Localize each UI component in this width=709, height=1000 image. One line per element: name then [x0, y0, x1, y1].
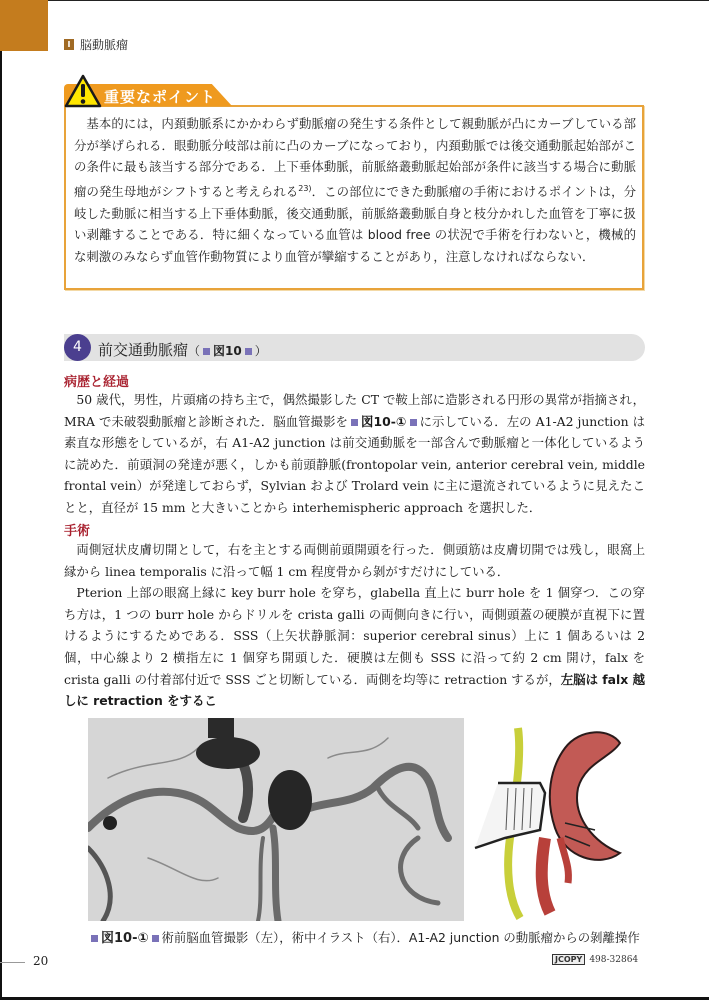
- book-code: 498-32864: [589, 954, 639, 965]
- important-point-title: 重要なポイント: [104, 88, 217, 106]
- surgery-paragraphs: [64, 539, 645, 712]
- page-top-edge: [48, 0, 709, 1]
- section-number-badge: 4: [64, 334, 91, 361]
- chapter-mark: I: [64, 39, 74, 50]
- jcopy-badge: JCOPY: [552, 954, 585, 965]
- page-left-edge: [0, 0, 2, 1000]
- running-head: [64, 36, 128, 53]
- section-title: [98, 339, 267, 360]
- square-bullet-icon: [203, 348, 210, 355]
- square-bullet-icon: [91, 935, 98, 942]
- running-head-title: 脳動脈瘤: [80, 38, 129, 52]
- caption-figure-ref: 図10-①: [101, 931, 149, 946]
- square-bullet-icon: [245, 348, 252, 355]
- history-text-b: に示している．左の A1-A2 junction は素直な形態をしているが，右 A1-A2 junction は前交通動脈を一部含んで動脈瘤と一体化しているように読めた．前頭洞の発達が悪く，しかも前頭静脈(frontopolar vein, anterior cerebral vein, middle frontal vein）が発達しておらず，Sylvian および Trolard vein に主に還流されているように見えたことと，直径が 15 mm と大きいことから interhemispheric approach を選択した．: [64, 413, 645, 515]
- square-bullet-icon: [351, 419, 358, 426]
- ref-open-paren: （: [188, 344, 201, 358]
- citation-ref: 23): [298, 183, 312, 193]
- subheading-history: 病歴と経過: [64, 375, 130, 390]
- square-bullet-icon: [152, 935, 159, 942]
- point-text-part2: ．この部位にできた動脈瘤の手術におけるポイントは，分岐した動脈に相当する上下垂体動脈，後交通動脈，前脈絡叢動脈自身と枝分かれした血管を丁寧に扱い剥離することである．特に細くなっている血管は blood free の状況で手術を行わないと，機械的な刺激のみならず血管作動物質により血管が攣縮することがあり，注意しなければならない．: [74, 183, 636, 264]
- surgery-text-bold: 左脳は falx 越しに retraction をするこ: [64, 671, 645, 709]
- caption-text: 術前脳血管撮影（左），術中イラスト（右）．A1-A2 junction の動脈瘤からの剝離操作: [161, 930, 640, 945]
- page-number: 20: [33, 954, 49, 968]
- jcopy-footer: [552, 954, 638, 965]
- history-paragraph: [64, 389, 645, 519]
- surgery-paragraph-2: [64, 582, 645, 712]
- figure-ref-inline: 図10-①: [361, 413, 407, 429]
- figure-ref-label: 図10: [213, 344, 242, 358]
- figure-caption: [88, 927, 640, 946]
- surgery-text-a: Pterion 上部の眼窩上縁に key burr hole を穿ち，glabella 直上に burr hole を 1 個穿つ．この穿ち方は，1 つの burr hole からドリルを crista galli の両側向きに行い，両側頭蓋の硬膜が直視下に置けるようにするためである．SSS（上矢状静脈洞：superior cerebral sinus）上に 1 個あるいは 2 個，中心線より 2 横指左に 1 個穿ち開頭した．硬膜は左側も SSS に沿って約 2 cm 開け，falx を crista galli の付着部付近で SSS ごと切断している．両側を均等に retraction するが，: [64, 585, 645, 687]
- page-number-rule: [0, 962, 25, 963]
- important-point-text: [74, 113, 636, 267]
- surgery-paragraph-1: 両側冠状皮膚切開として，右を主とする両側前頭開頭を行った．側頭筋は皮膚切開では残し，眼窩上縁から linea temporalis に沿って幅 1 cm 程度骨から剝がすだけにしている．: [64, 542, 645, 579]
- square-bullet-icon: [410, 419, 417, 426]
- history-text-a: 50 歳代，男性，片頭痛の持ち主で，偶然撮影した CT で鞍上部に造影される円形の異常が指摘され，MRA で未破裂動脈瘤と診断された．脳血管撮影を: [64, 392, 645, 429]
- subheading-surgery: 手術: [64, 524, 91, 539]
- angiogram-image: [88, 718, 464, 921]
- chapter-corner-tab: [0, 0, 48, 51]
- intraoperative-illustration: [470, 718, 650, 921]
- point-text-part1: 基本的には，内頚動脈系にかかわらず動脈瘤の発生する条件として親動脈が凸にカーブしている部分が挙げられる．眼動脈分岐部は前に凸のカーブになっており，内頚動脈では後交通動脈起始部がこの条件に最も該当する部分である．上下垂体動脈，前脈絡叢動脈起始部が条件に該当する場合に動脈瘤の発生母地がシフトすると考えられる: [74, 116, 636, 199]
- section-title-text: 前交通動脈瘤: [98, 341, 189, 359]
- warning-triangle-icon: [64, 74, 102, 108]
- section-figure-ref: [188, 344, 267, 358]
- ref-close-paren: ）: [254, 344, 267, 358]
